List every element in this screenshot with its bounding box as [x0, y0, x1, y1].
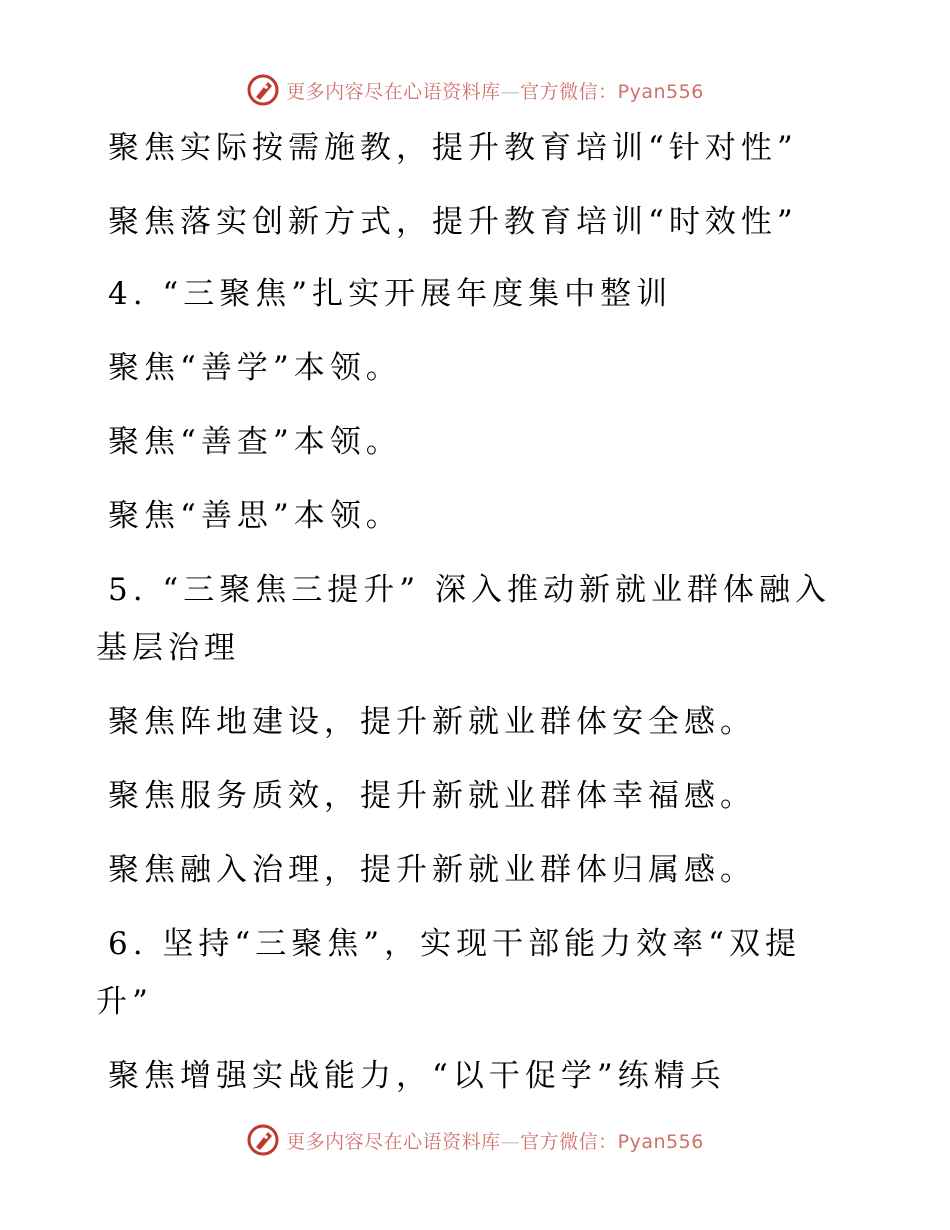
watermark-text — [286, 77, 704, 104]
heading-line: 6. 坚持“三聚焦”，实现干部能力效率“双提 — [108, 926, 801, 962]
watermark-main: 更多内容尽在心语资料库 — [286, 1130, 501, 1153]
heading-line-continued: 基层治理 — [96, 630, 240, 666]
pen-nib-logo-icon — [246, 73, 280, 107]
text-line: 聚焦增强实战能力，“以干促学”练精兵 — [108, 1058, 726, 1094]
watermark-dash: — — [500, 80, 521, 103]
text-line: 聚焦“善思”本领。 — [108, 498, 402, 534]
watermark-dash: — — [500, 1130, 521, 1153]
heading-line-continued: 升” — [96, 984, 153, 1020]
watermark-suffix: 官方微信：Pyan556 — [520, 80, 704, 103]
text-line: 聚焦“善学”本领。 — [108, 350, 402, 386]
watermark-banner-top — [0, 70, 950, 110]
text-line: 聚焦服务质效，提升新就业群体幸福感。 — [108, 778, 756, 814]
watermark-banner-inner — [246, 73, 704, 107]
text-line: 聚焦落实创新方式，提升教育培训“时效性” — [108, 204, 798, 240]
watermark-main: 更多内容尽在心语资料库 — [286, 80, 501, 103]
text-line: 聚焦融入治理，提升新就业群体归属感。 — [108, 852, 756, 888]
heading-line: 4. “三聚焦”扎实开展年度集中整训 — [108, 276, 673, 312]
pen-nib-logo-icon — [246, 1123, 280, 1157]
text-line: 聚焦“善查”本领。 — [108, 424, 402, 460]
text-line: 聚焦阵地建设，提升新就业群体安全感。 — [108, 704, 756, 740]
heading-line: 5. “三聚焦三提升” 深入推动新就业群体融入 — [108, 572, 831, 608]
watermark-suffix: 官方微信：Pyan556 — [520, 1130, 704, 1153]
text-line: 聚焦实际按需施教，提升教育培训“针对性” — [108, 130, 798, 166]
watermark-text — [286, 1127, 704, 1154]
watermark-banner-bottom — [0, 1120, 950, 1160]
watermark-banner-inner — [246, 1123, 704, 1157]
